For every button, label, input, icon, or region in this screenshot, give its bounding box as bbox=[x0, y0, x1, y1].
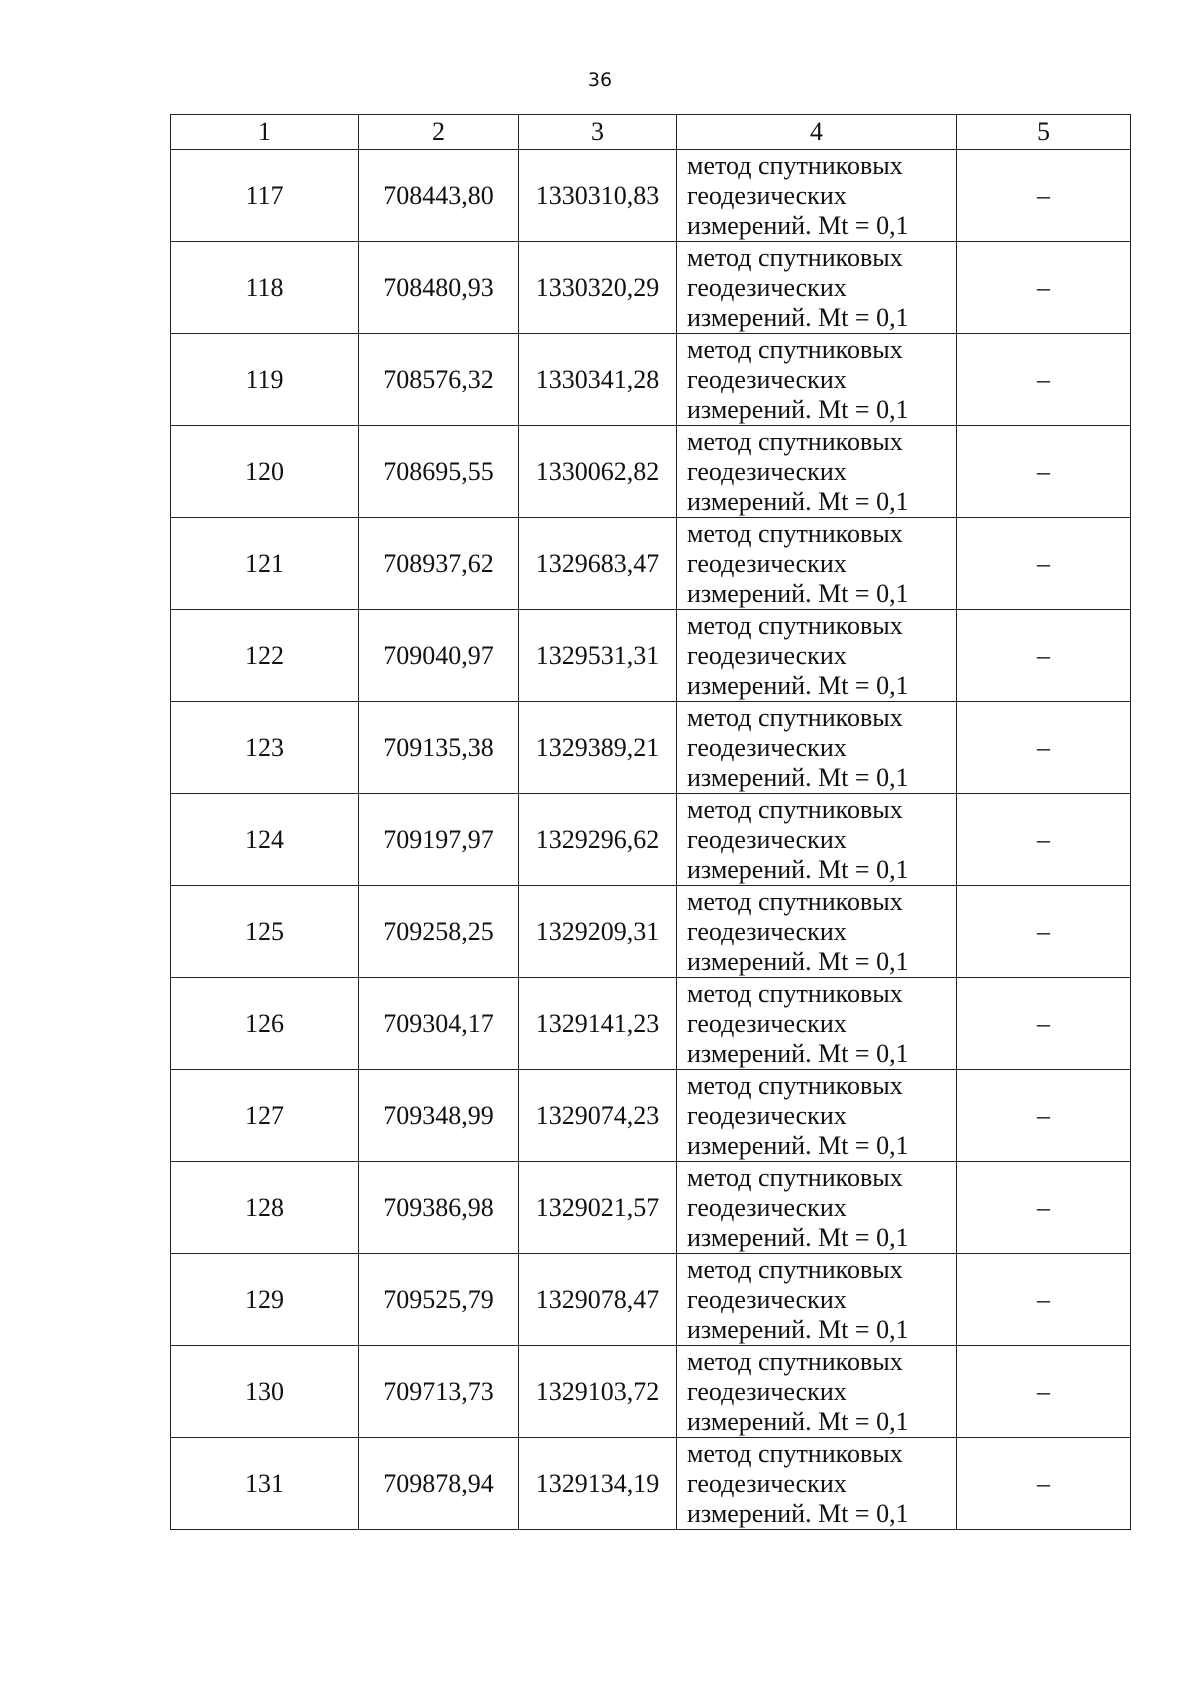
table-row bbox=[171, 1254, 1131, 1346]
table-row bbox=[171, 1070, 1131, 1162]
x-coordinate-cell: 709713,73 bbox=[359, 1346, 519, 1438]
method-cell bbox=[677, 702, 957, 794]
note-cell: – bbox=[957, 1254, 1131, 1346]
note-cell: – bbox=[957, 794, 1131, 886]
method-cell bbox=[677, 610, 957, 702]
method-text-line: геодезических bbox=[687, 1376, 847, 1406]
table-row bbox=[171, 242, 1131, 334]
method-text-line: геодезических bbox=[687, 180, 847, 210]
method-text-line: измерений. Mt = 0,1 bbox=[687, 1222, 909, 1252]
y-coordinate-cell: 1329103,72 bbox=[519, 1346, 677, 1438]
table-body bbox=[171, 150, 1131, 1530]
x-coordinate-cell: 709040,97 bbox=[359, 610, 519, 702]
column-header-5: 5 bbox=[957, 115, 1131, 150]
x-coordinate-cell: 709878,94 bbox=[359, 1438, 519, 1530]
method-text-line: метод спутниковых bbox=[687, 242, 903, 272]
point-number-cell: 124 bbox=[171, 794, 359, 886]
x-coordinate-cell: 709348,99 bbox=[359, 1070, 519, 1162]
x-coordinate-cell: 709304,17 bbox=[359, 978, 519, 1070]
column-header-3: 3 bbox=[519, 115, 677, 150]
point-number-cell: 127 bbox=[171, 1070, 359, 1162]
method-text-line: геодезических bbox=[687, 1008, 847, 1038]
note-cell: – bbox=[957, 334, 1131, 426]
note-cell: – bbox=[957, 610, 1131, 702]
method-text-line: метод спутниковых bbox=[687, 794, 903, 824]
method-text-line: геодезических bbox=[687, 456, 847, 486]
note-cell: – bbox=[957, 1070, 1131, 1162]
x-coordinate-cell: 709197,97 bbox=[359, 794, 519, 886]
method-text-line: геодезических bbox=[687, 272, 847, 302]
method-text-line: измерений. Mt = 0,1 bbox=[687, 302, 909, 332]
point-number-cell: 122 bbox=[171, 610, 359, 702]
method-text-line: метод спутниковых bbox=[687, 702, 903, 732]
method-text-line: метод спутниковых bbox=[687, 150, 903, 180]
method-cell bbox=[677, 150, 957, 242]
point-number-cell: 130 bbox=[171, 1346, 359, 1438]
method-cell bbox=[677, 886, 957, 978]
x-coordinate-cell: 709258,25 bbox=[359, 886, 519, 978]
point-number-cell: 121 bbox=[171, 518, 359, 610]
y-coordinate-cell: 1329296,62 bbox=[519, 794, 677, 886]
method-text-line: измерений. Mt = 0,1 bbox=[687, 394, 909, 424]
method-cell bbox=[677, 242, 957, 334]
method-text-line: метод спутниковых bbox=[687, 1070, 903, 1100]
method-cell bbox=[677, 978, 957, 1070]
method-text-line: измерений. Mt = 0,1 bbox=[687, 762, 909, 792]
method-text-line: метод спутниковых bbox=[687, 610, 903, 640]
method-cell bbox=[677, 334, 957, 426]
method-text-line: измерений. Mt = 0,1 bbox=[687, 1406, 909, 1436]
method-text-line: измерений. Mt = 0,1 bbox=[687, 578, 909, 608]
table-row bbox=[171, 334, 1131, 426]
method-cell bbox=[677, 518, 957, 610]
method-cell bbox=[677, 1254, 957, 1346]
y-coordinate-cell: 1330062,82 bbox=[519, 426, 677, 518]
x-coordinate-cell: 709386,98 bbox=[359, 1162, 519, 1254]
point-number-cell: 117 bbox=[171, 150, 359, 242]
method-text-line: геодезических bbox=[687, 732, 847, 762]
y-coordinate-cell: 1330320,29 bbox=[519, 242, 677, 334]
method-cell bbox=[677, 1346, 957, 1438]
y-coordinate-cell: 1329141,23 bbox=[519, 978, 677, 1070]
table-row bbox=[171, 794, 1131, 886]
point-number-cell: 128 bbox=[171, 1162, 359, 1254]
page-number: 36 bbox=[587, 69, 613, 91]
y-coordinate-cell: 1329683,47 bbox=[519, 518, 677, 610]
method-text-line: метод спутниковых bbox=[687, 886, 903, 916]
column-header-2: 2 bbox=[359, 115, 519, 150]
x-coordinate-cell: 708576,32 bbox=[359, 334, 519, 426]
y-coordinate-cell: 1329074,23 bbox=[519, 1070, 677, 1162]
point-number-cell: 131 bbox=[171, 1438, 359, 1530]
method-text-line: измерений. Mt = 0,1 bbox=[687, 670, 909, 700]
method-cell bbox=[677, 1438, 957, 1530]
note-cell: – bbox=[957, 702, 1131, 794]
note-cell: – bbox=[957, 1346, 1131, 1438]
table-row bbox=[171, 1162, 1131, 1254]
header-row bbox=[171, 115, 1131, 150]
note-cell: – bbox=[957, 150, 1131, 242]
method-text-line: метод спутниковых bbox=[687, 978, 903, 1008]
note-cell: – bbox=[957, 518, 1131, 610]
table-row bbox=[171, 886, 1131, 978]
method-text-line: геодезических bbox=[687, 1468, 847, 1498]
method-text-line: измерений. Mt = 0,1 bbox=[687, 486, 909, 516]
note-cell: – bbox=[957, 426, 1131, 518]
x-coordinate-cell: 708695,55 bbox=[359, 426, 519, 518]
column-header-1: 1 bbox=[171, 115, 359, 150]
method-text-line: геодезических bbox=[687, 916, 847, 946]
method-text-line: метод спутниковых bbox=[687, 518, 903, 548]
table-row bbox=[171, 518, 1131, 610]
x-coordinate-cell: 708443,80 bbox=[359, 150, 519, 242]
method-text-line: геодезических bbox=[687, 1100, 847, 1130]
method-text-line: метод спутниковых bbox=[687, 1162, 903, 1192]
table-row bbox=[171, 978, 1131, 1070]
y-coordinate-cell: 1329389,21 bbox=[519, 702, 677, 794]
column-header-4: 4 bbox=[677, 115, 957, 150]
method-text-line: измерений. Mt = 0,1 bbox=[687, 1038, 909, 1068]
method-cell bbox=[677, 426, 957, 518]
y-coordinate-cell: 1329021,57 bbox=[519, 1162, 677, 1254]
method-text-line: геодезических bbox=[687, 1192, 847, 1222]
method-text-line: метод спутниковых bbox=[687, 426, 903, 456]
method-cell bbox=[677, 1070, 957, 1162]
method-cell bbox=[677, 1162, 957, 1254]
method-text-line: геодезических bbox=[687, 824, 847, 854]
method-text-line: измерений. Mt = 0,1 bbox=[687, 1130, 909, 1160]
note-cell: – bbox=[957, 1438, 1131, 1530]
x-coordinate-cell: 709525,79 bbox=[359, 1254, 519, 1346]
method-text-line: измерений. Mt = 0,1 bbox=[687, 210, 909, 240]
method-text-line: метод спутниковых bbox=[687, 1438, 903, 1468]
x-coordinate-cell: 709135,38 bbox=[359, 702, 519, 794]
point-number-cell: 126 bbox=[171, 978, 359, 1070]
table-row bbox=[171, 426, 1131, 518]
x-coordinate-cell: 708937,62 bbox=[359, 518, 519, 610]
x-coordinate-cell: 708480,93 bbox=[359, 242, 519, 334]
method-text-line: геодезических bbox=[687, 640, 847, 670]
table-row bbox=[171, 702, 1131, 794]
point-number-cell: 118 bbox=[171, 242, 359, 334]
point-number-cell: 119 bbox=[171, 334, 359, 426]
note-cell: – bbox=[957, 886, 1131, 978]
method-text-line: метод спутниковых bbox=[687, 334, 903, 364]
method-text-line: измерений. Mt = 0,1 bbox=[687, 946, 909, 976]
note-cell: – bbox=[957, 978, 1131, 1070]
table-row bbox=[171, 150, 1131, 242]
note-cell: – bbox=[957, 1162, 1131, 1254]
coordinates-table bbox=[170, 114, 1131, 1530]
y-coordinate-cell: 1329078,47 bbox=[519, 1254, 677, 1346]
table-row bbox=[171, 1346, 1131, 1438]
point-number-cell: 123 bbox=[171, 702, 359, 794]
method-text-line: геодезических bbox=[687, 548, 847, 578]
y-coordinate-cell: 1330341,28 bbox=[519, 334, 677, 426]
point-number-cell: 129 bbox=[171, 1254, 359, 1346]
method-cell bbox=[677, 794, 957, 886]
y-coordinate-cell: 1330310,83 bbox=[519, 150, 677, 242]
table-header bbox=[171, 115, 1131, 150]
y-coordinate-cell: 1329209,31 bbox=[519, 886, 677, 978]
method-text-line: измерений. Mt = 0,1 bbox=[687, 854, 909, 884]
coordinates-table-container bbox=[170, 114, 1130, 1530]
method-text-line: геодезических bbox=[687, 1284, 847, 1314]
method-text-line: геодезических bbox=[687, 364, 847, 394]
y-coordinate-cell: 1329531,31 bbox=[519, 610, 677, 702]
method-text-line: измерений. Mt = 0,1 bbox=[687, 1498, 909, 1528]
note-cell: – bbox=[957, 242, 1131, 334]
method-text-line: измерений. Mt = 0,1 bbox=[687, 1314, 909, 1344]
table-row bbox=[171, 1438, 1131, 1530]
y-coordinate-cell: 1329134,19 bbox=[519, 1438, 677, 1530]
table-row bbox=[171, 610, 1131, 702]
point-number-cell: 120 bbox=[171, 426, 359, 518]
point-number-cell: 125 bbox=[171, 886, 359, 978]
method-text-line: метод спутниковых bbox=[687, 1254, 903, 1284]
method-text-line: метод спутниковых bbox=[687, 1346, 903, 1376]
